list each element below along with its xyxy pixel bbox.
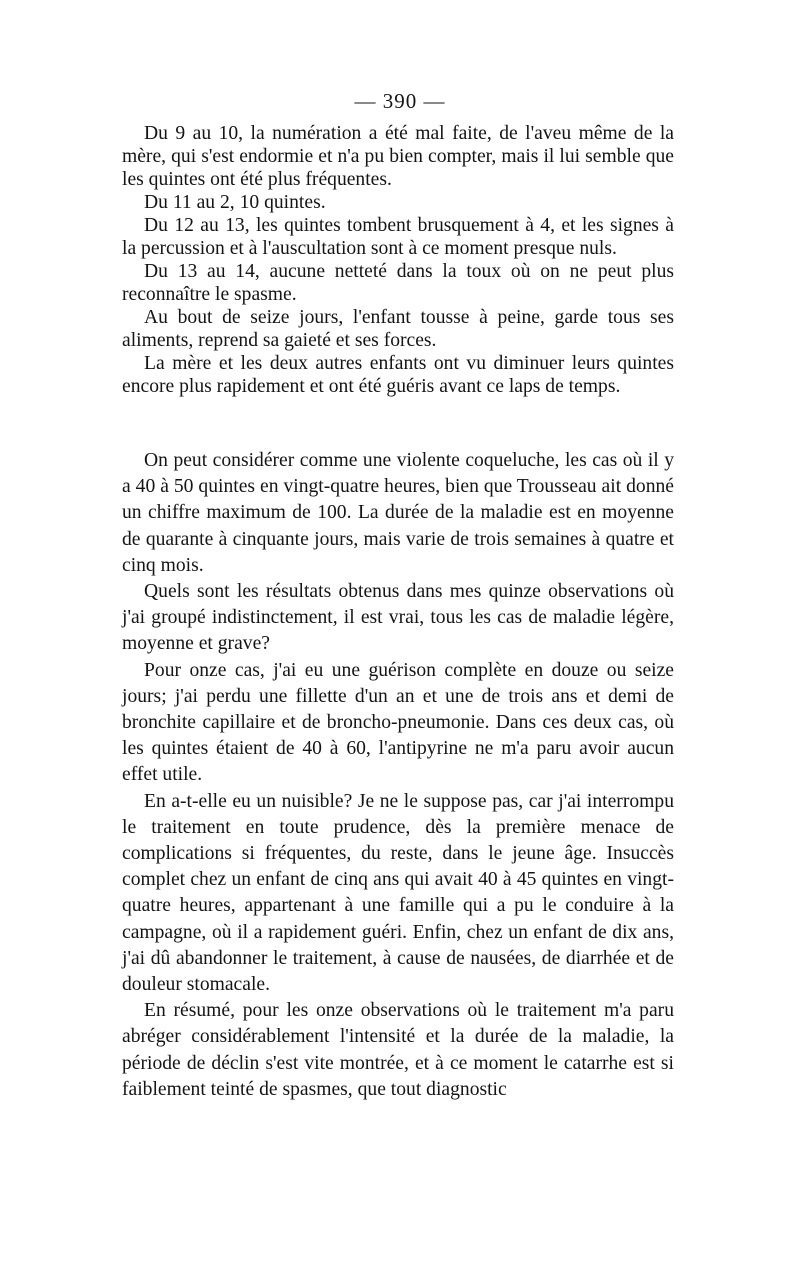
paragraph: Du 9 au 10, la numération a été mal faite, de l'aveu même de la mère, qui s'est endormie et n'a pu bien compter, mais il lui semble que les quintes ont été plus fréquentes. <box>122 123 674 190</box>
paragraph: Du 13 au 14, aucune netteté dans la toux où on ne peut plus reconnaître le spasme. <box>122 261 674 305</box>
section-case-log <box>122 122 674 398</box>
paragraph: Du 12 au 13, les quintes tombent brusquement à 4, et les signes à la percussion et à l'auscultation sont à ce moment presque nuls. <box>122 215 674 259</box>
paragraph: Du 11 au 2, 10 quintes. <box>144 192 326 213</box>
section-discussion <box>122 448 674 1103</box>
paragraph: On peut considérer comme une violente coqueluche, les cas où il y a 40 à 50 quintes en vingt-quatre heures, bien que Trousseau ait donné un chiffre maximum de 100. La durée de la maladie est en moyenne de quarante à cinquante jours, mais varie de trois semaines à quatre et cinq mois. <box>122 450 674 576</box>
page-number-header: — 390 — <box>354 89 446 113</box>
paragraph: Au bout de seize jours, l'enfant tousse à peine, garde tous ses aliments, reprend sa gaieté et ses forces. <box>122 307 674 351</box>
paragraph: Pour onze cas, j'ai eu une guérison complète en douze ou seize jours; j'ai perdu une fillette d'un an et une de trois ans et demi de bronchite capillaire et de broncho-pneumonie. Dans ces deux cas, où les quintes étaient de 40 à 60, l'antipyrine ne m'a paru avoir aucun effet utile. <box>122 659 674 786</box>
paragraph: En a-t-elle eu un nuisible? Je ne le suppose pas, car j'ai interrompu le traitement en toute prudence, dès la première menace de complications si fréquentes, du reste, dans le jeune âge. Insuccès complet chez un enfant de cinq ans qui avait 40 à 45 quintes en vingt-quatre heures, appartenant à une famille qui a pu le conduire à la campagne, où il a rapidement guéri. Enfin, chez un enfant de dix ans, j'ai dû abandonner le traitement, à cause de nausées, de diarrhée et de douleur stomacale. <box>122 790 674 996</box>
paragraph: Quels sont les résultats obtenus dans mes quinze observations où j'ai groupé indistinctement, il est vrai, tous les cas de maladie légère, moyenne et grave? <box>122 581 674 655</box>
paragraph: La mère et les deux autres enfants ont vu diminuer leurs quintes encore plus rapidement et ont été guéris avant ce laps de temps. <box>122 353 674 397</box>
paragraph: En résumé, pour les onze observations où le traitement m'a paru abréger considérablement l'intensité et la durée de la maladie, la période de déclin s'est vite montrée, et à ce moment le catarrhe est si faiblement teinté de spasmes, que tout diagnostic <box>122 1000 674 1100</box>
